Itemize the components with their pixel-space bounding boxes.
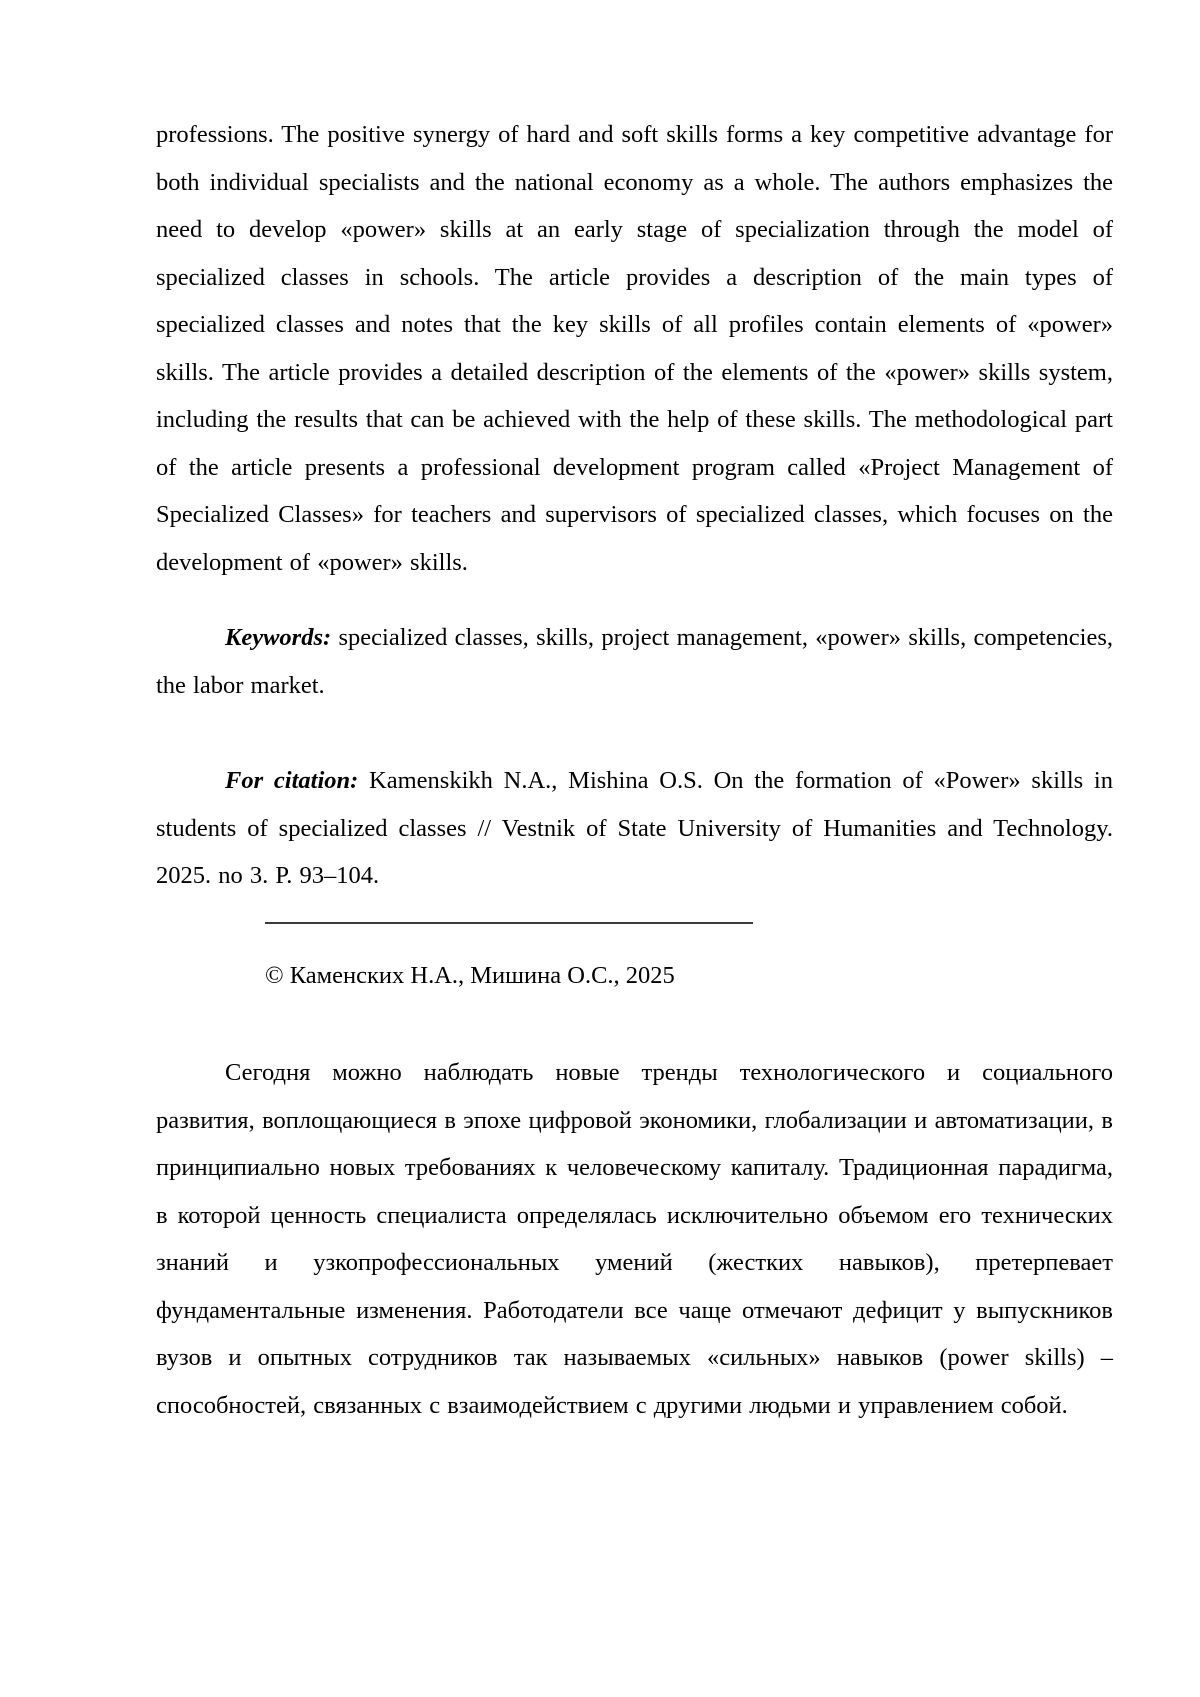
copyright-line: © Каменских Н.А., Мишина О.С., 2025 bbox=[265, 961, 675, 989]
abstract-continuation-paragraph: professions. The positive synergy of hard and soft skills forms a key competitive advantage for both individual specialists and the national economy as a whole. The authors emphasizes the need to develop «power» skills at an early stage of specialization through the model of specialized classes in schools. The article provides a description of the main types of specialized classes and notes that the key skills of all profiles contain elements of «power» skills. The article provides a detailed description of the elements of the «power» skills system, including the results that can be achieved with the help of these skills. The methodological part of the article presents a professional development program called «Project Management of Specialized Classes» for teachers and supervisors of specialized classes, which focuses on the development of «power» skills. bbox=[156, 121, 1113, 576]
keywords-label: Keywords: bbox=[225, 624, 332, 651]
copyright-block bbox=[265, 922, 753, 1000]
citation-text: Kamenskikh N.A., Mishina O.S. On the formation of «Power» skills in students of specialized classes // Vestnik of State University of Humanities and Technology. 2025. no 3. P. 93–104. bbox=[156, 767, 1113, 889]
page-content bbox=[156, 111, 1113, 1429]
keywords-text: specialized classes, skills, project management, «power» skills, competencies, the labor market. bbox=[156, 624, 1113, 699]
copyright-divider bbox=[265, 922, 753, 924]
intro-paragraph-ru: Сегодня можно наблюдать новые тренды технологического и социального развития, воплощающиеся в эпохе цифровой экономики, глобализации и автоматизации, в принципиально новых требованиях к человеческому капиталу. Традиционная парадигма, в которой ценность специалиста определялась исключительно объемом его технических знаний и узкопрофессиональных умений (жестких навыков), претерпевает фундаментальные изменения. Работодатели все чаще отмечают дефицит у выпускников вузов и опытных сотрудников так называемых «сильных» навыков (power skills) – способностей, связанных с взаимодействием с другими людьми и управлением собой. bbox=[156, 1059, 1113, 1419]
citation-paragraph bbox=[156, 757, 1113, 900]
citation-label: For citation: bbox=[225, 767, 359, 794]
keywords-paragraph bbox=[156, 614, 1113, 709]
